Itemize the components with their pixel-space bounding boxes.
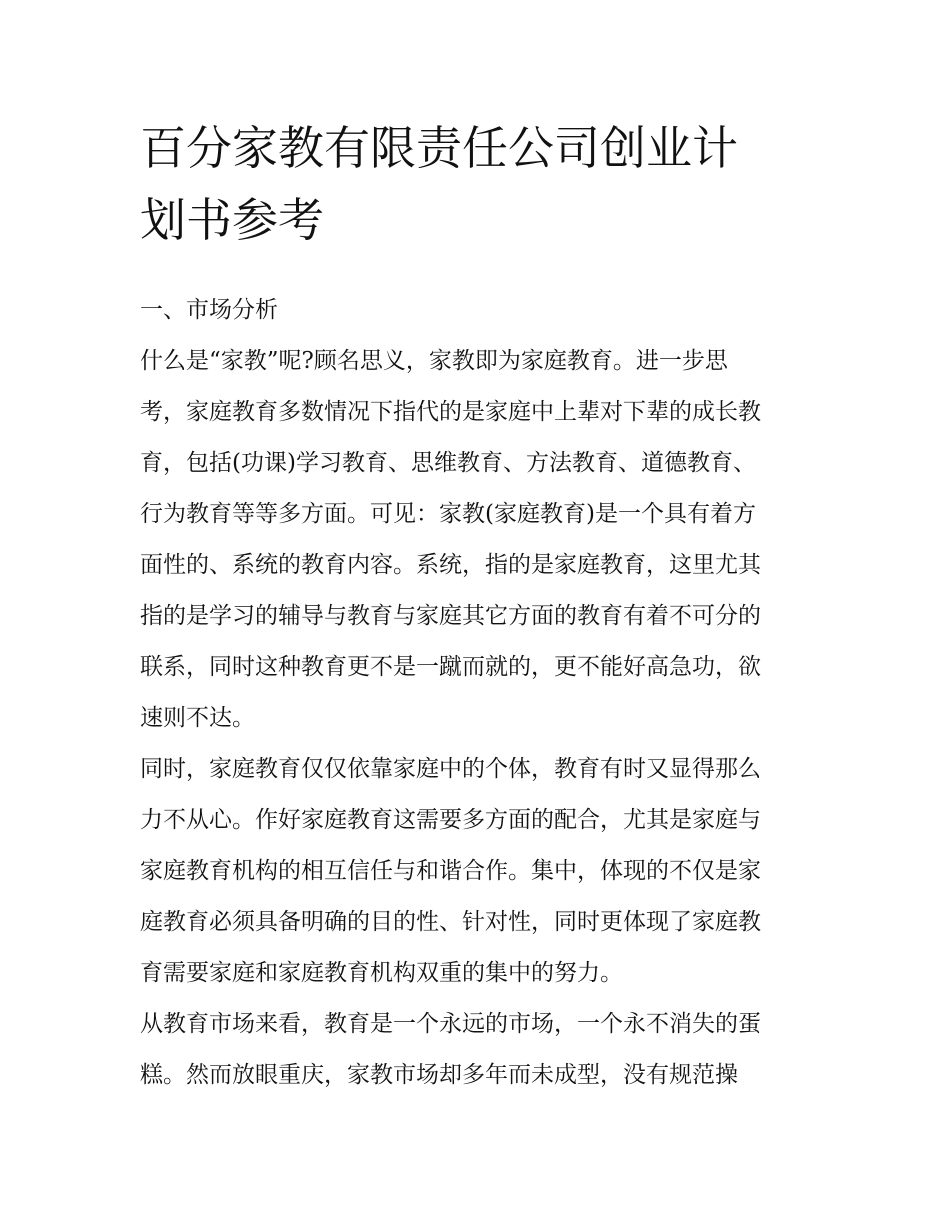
document-body [140, 285, 812, 1101]
paragraph-line: 行为教育等等多方面。可见：家教(家庭教育)是一个具有着方 [140, 501, 756, 527]
paragraph-line: 什么是“家教”呢?顾名思义，家教即为家庭教育。进一步思 [140, 348, 728, 374]
paragraph-line: 糕。然而放眼重庆，家教市场却多年而未成型，没有规范操 [140, 1062, 738, 1088]
paragraph-line: 面性的、系统的教育内容。系统，指的是家庭教育，这里尤其 [140, 552, 761, 578]
paragraph-line: 从教育市场来看，教育是一个永远的市场，一个永不消失的蛋 [140, 1011, 761, 1037]
title-line: 划书参考 [140, 193, 324, 247]
paragraph-line: 育，包括(功课)学习教育、思维教育、方法教育、道德教育、 [140, 450, 756, 476]
paragraph-line: 考，家庭教育多数情况下指代的是家庭中上辈对下辈的成长教 [140, 399, 761, 425]
document-title [140, 112, 800, 256]
paragraph-line: 力不从心。作好家庭教育这需要多方面的配合，尤其是家庭与 [140, 807, 761, 833]
paragraph-line: 指的是学习的辅导与教育与家庭其它方面的教育有着不可分的 [140, 603, 761, 629]
paragraph-line: 家庭教育机构的相互信任与和谐合作。集中，体现的不仅是家 [140, 858, 761, 884]
paragraph-line: 育需要家庭和家庭教育机构双重的集中的努力。 [140, 960, 623, 986]
paragraph-line: 速则不达。 [140, 705, 255, 731]
paragraph-line: 庭教育必须具备明确的目的性、针对性，同时更体现了家庭教 [140, 909, 761, 935]
paragraph-line: 联系，同时这种教育更不是一蹴而就的，更不能好高急功，欲 [140, 654, 761, 680]
document-page [140, 112, 812, 1101]
title-line: 百分家教有限责任公司创业计 [140, 121, 738, 175]
paragraph-line: 同时，家庭教育仅仅依靠家庭中的个体，教育有时又显得那么 [140, 756, 761, 782]
section-heading: 一、市场分析 [140, 297, 278, 323]
